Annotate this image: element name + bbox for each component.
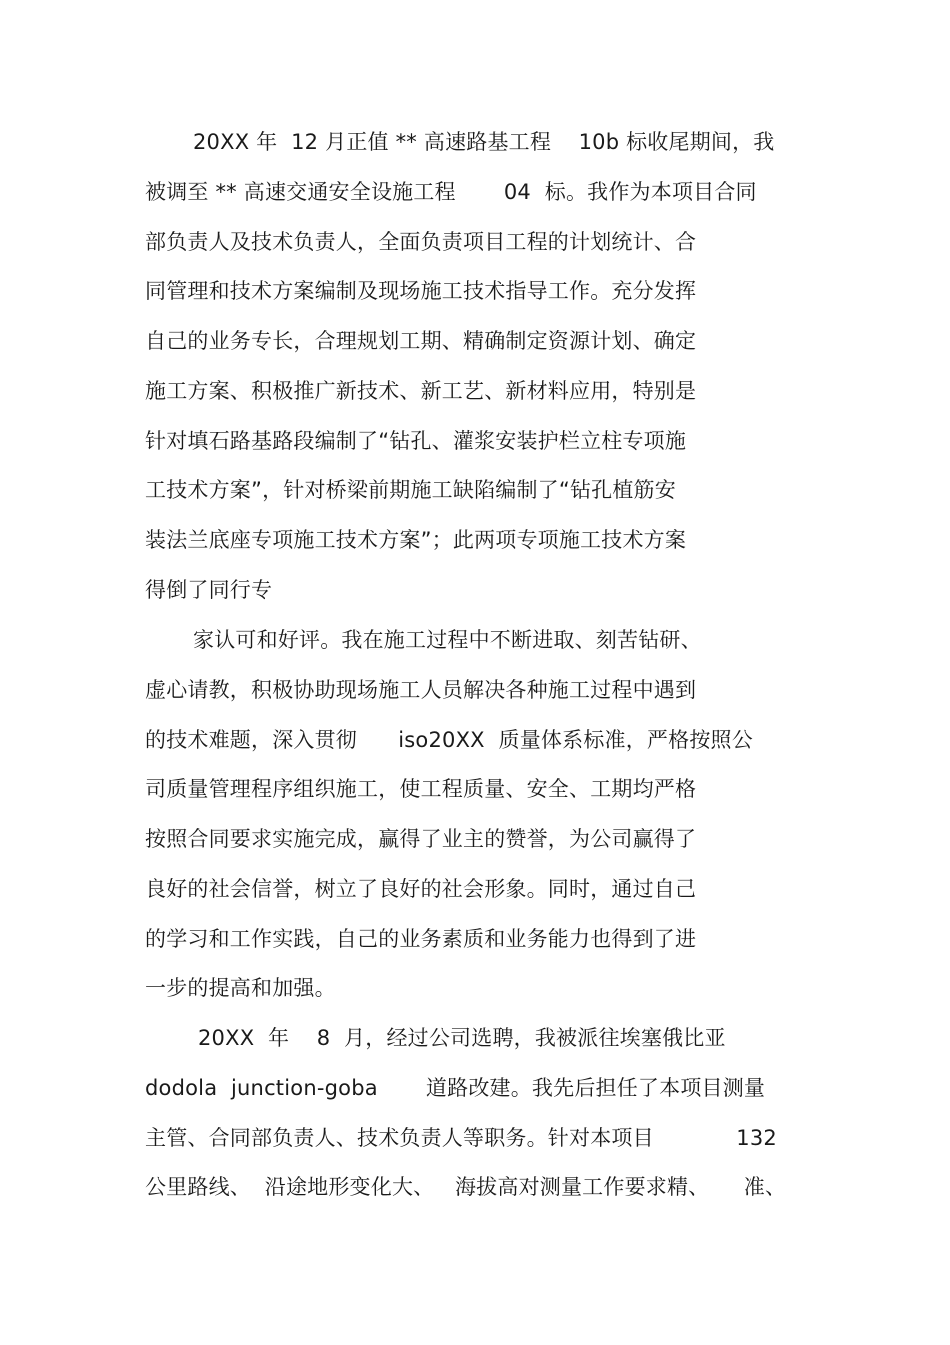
text-line: 工技术方案”，针对桥梁前期施工缺陷编制了“钻孔植筋安	[145, 478, 676, 502]
text-line: 得倒了同行专	[145, 578, 273, 602]
text-line: 一步的提高和加强。	[145, 976, 336, 1000]
text-line: 20XX 年 8 月，经过公司选聘，我被派往埃塞俄比亚	[198, 1026, 726, 1050]
text-line: 虚心请教，积极协助现场施工人员解决各种施工过程中遇到	[145, 678, 697, 702]
text-line: 施工方案、积极推广新技术、新工艺、新材料应用，特别是	[145, 379, 697, 403]
text-line: 公里路线、 沿途地形变化大、 海拔高对测量工作要求精、 准、	[145, 1175, 787, 1199]
text-line: 针对填石路基路段编制了“钻孔、灌浆安装护栏立柱专项施	[145, 429, 687, 453]
text-line: 按照合同要求实施完成，赢得了业主的赞誉，为公司赢得了	[145, 827, 697, 851]
text-line: 良好的社会信誉，树立了良好的社会形象。同时，通过自己	[145, 877, 697, 901]
text-line: 的技术难题，深入贯彻 iso20XX 质量体系标准，严格按照公	[145, 728, 753, 752]
text-line: 家认可和好评。我在施工过程中不断进取、刻苦钻研、	[193, 628, 702, 652]
text-line: 司质量管理程序组织施工，使工程质量、安全、工期均严格	[145, 777, 697, 801]
text-line: 20XX 年 12 月正值 ** 高速路基工程 10b 标收尾期间，我	[193, 130, 775, 154]
text-line: dodola junction-goba 道路改建。我先后担任了本项目测量	[145, 1076, 766, 1100]
text-line: 主管、合同部负责人、技术负责人等职务。针对本项目 132	[145, 1126, 777, 1150]
text-line: 自己的业务专长，合理规划工期、精确制定资源计划、确定	[145, 329, 697, 353]
text-line: 的学习和工作实践，自己的业务素质和业务能力也得到了进	[145, 927, 697, 951]
text-line: 同管理和技术方案编制及现场施工技术指导工作。充分发挥	[145, 279, 697, 303]
text-line: 被调至 ** 高速交通安全设施工程 04 标。我作为本项目合同	[145, 180, 757, 204]
text-line: 装法兰底座专项施工技术方案”；此两项专项施工技术方案	[145, 528, 687, 552]
text-line: 部负责人及技术负责人，全面负责项目工程的计划统计、合	[145, 230, 697, 254]
